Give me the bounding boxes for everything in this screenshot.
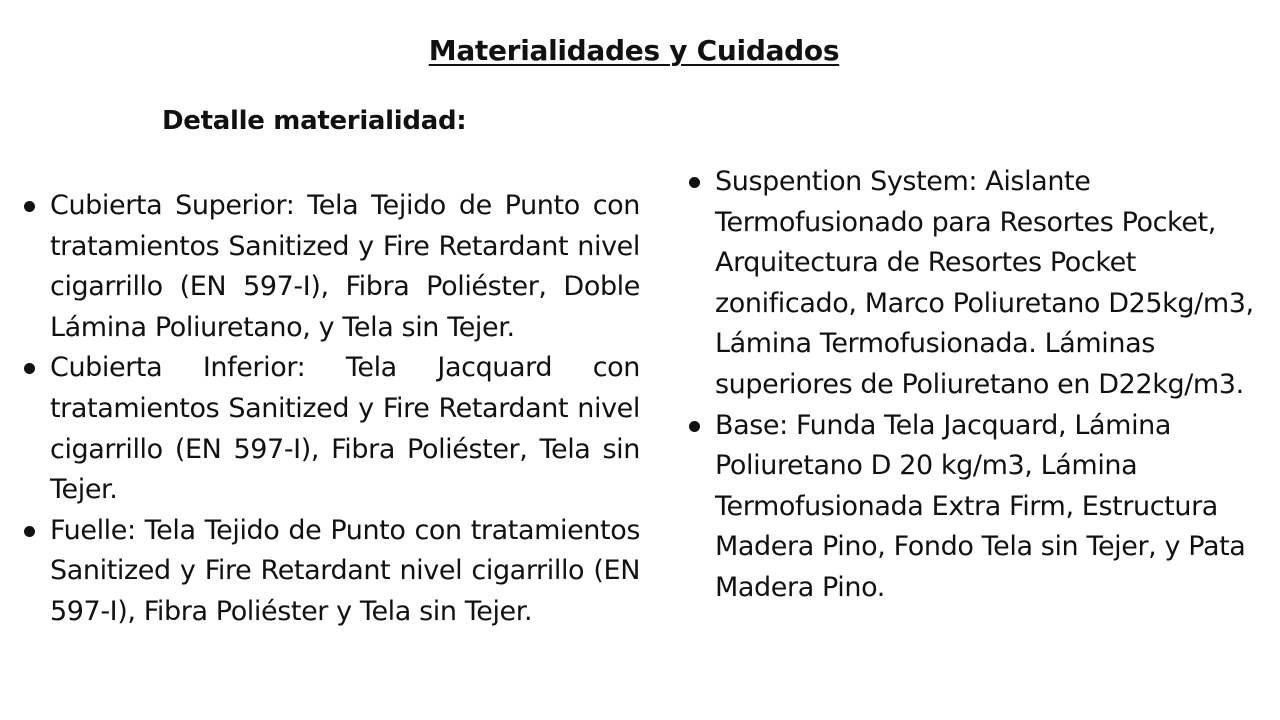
page-title: Materialidades y Cuidados [428, 34, 840, 67]
list-item-base: Base: Funda Tela Jacquard, Lámina Poliuretano D 20 kg/m3, Lámina Termofusionada Extra Firm, Estructura Madera Pino, Fondo Tela sin Tejer, y Pata Madera Pino. [687, 406, 1262, 609]
material-list-left [22, 186, 640, 633]
material-detail-heading: Detalle materialidad: [162, 106, 467, 136]
material-list-right [687, 162, 1262, 609]
list-item-cubierta-inferior: Cubierta Inferior: Tela Jacquard con tratamientos Sanitized y Fire Retardant nivel cigarrillo (EN 597-I), Fibra Poliéster, Tela sin Tejer. [22, 348, 640, 510]
list-item-cubierta-superior: Cubierta Superior: Tela Tejido de Punto con tratamientos Sanitized y Fire Retardant nivel cigarrillo (EN 597-I), Fibra Poliéster, Doble Lámina Poliuretano, y Tela sin Tejer. [22, 186, 640, 348]
list-item-fuelle: Fuelle: Tela Tejido de Punto con tratamientos Sanitized y Fire Retardant nivel cigarrillo (EN 597-I), Fibra Poliéster y Tela sin Tejer. [22, 511, 640, 633]
list-item-suspention-system: Suspention System: Aislante Termofusionado para Resortes Pocket, Arquitectura de Resortes Pocket zonificado, Marco Poliuretano D25kg/m3, Lámina Termofusionada. Láminas superiores de Poliuretano en D22kg/m3. [687, 162, 1262, 406]
